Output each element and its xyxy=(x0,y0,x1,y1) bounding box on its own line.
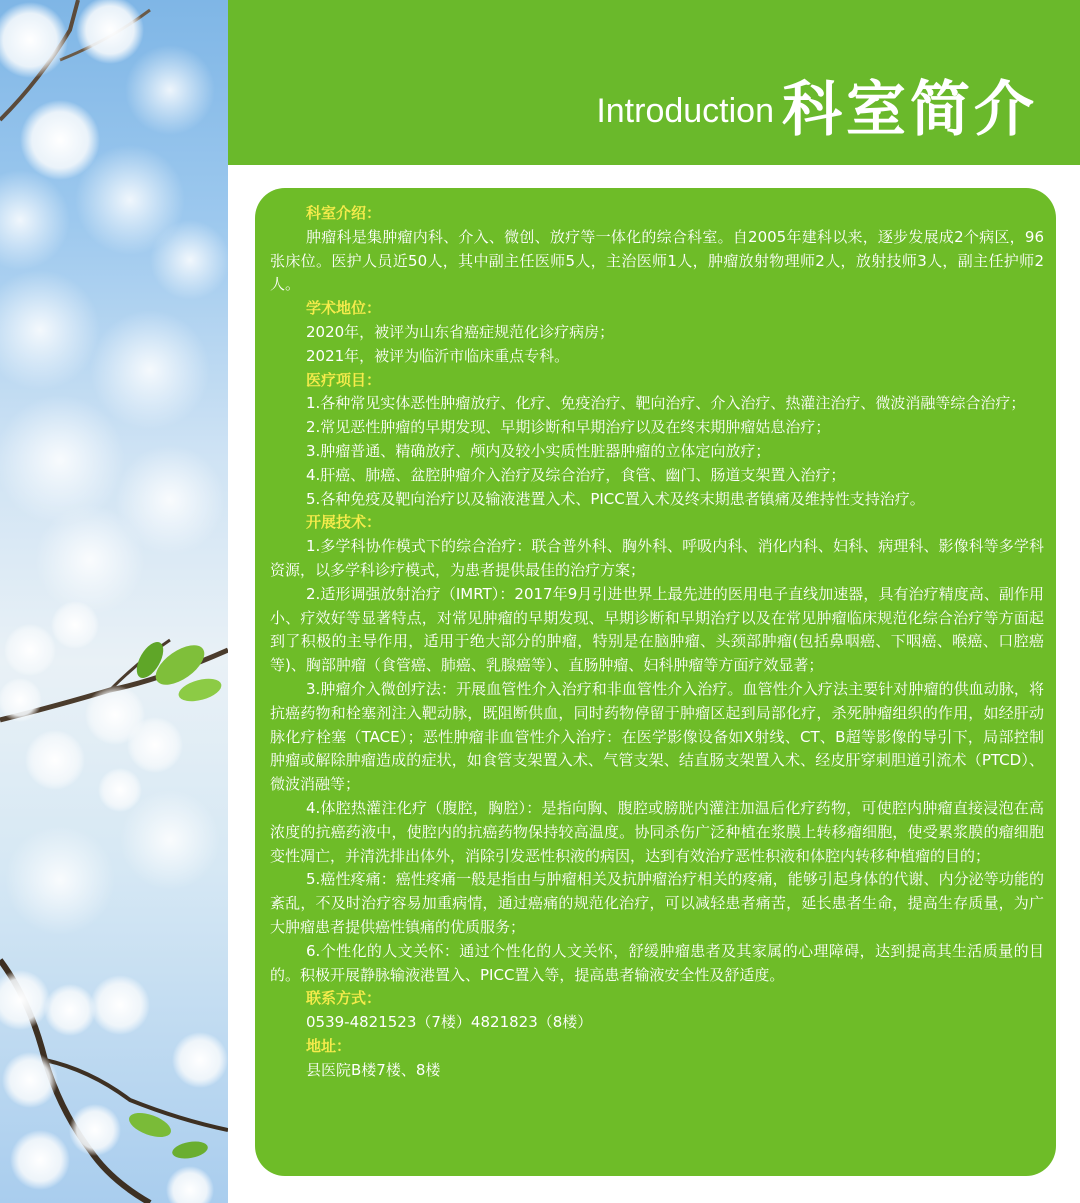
content-body xyxy=(270,202,1044,1082)
blossom-photo xyxy=(0,0,228,1203)
tech-item: 4.体腔热灌注化疗（腹腔，胸腔）：是指向胸、腹腔或膀胱内灌注加温后化疗药物，可使腔内肿瘤直接浸泡在高浓度的抗癌药液中，使腔内的抗癌药物保持较高温度。协同杀伤广泛种植在浆膜上转移瘤细胞，使受累浆膜的瘤细胞变性凋亡，并清洗排出体外，消除引发恶性积液的病因，达到有效治疗恶性积液和体腔内转移种植瘤的目的； xyxy=(270,798,1044,865)
tech-item: 2.适形调强放射治疗（IMRT）：2017年9月引进世界上最先进的医用电子直线加速器，具有治疗精度高、副作用小、疗效好等显著特点，对常见肿瘤的早期发现、早期诊断和早期治疗以及在常见肿瘤临床规范化综合治疗等方面起到了积极的主导作用，适用于绝大部分的肿瘤，特别是在脑肿瘤、头颈部肿瘤(包括鼻咽癌、下咽癌、喉癌、口腔癌等)、胸部肿瘤（食管癌、肺癌、乳腺癌等）、直肠肿瘤、妇科肿瘤等方面疗效显著； xyxy=(270,584,1044,675)
service-item: 4.肝癌、肺癌、盆腔肿瘤介入治疗及综合治疗，食管、幽门、肠道支架置入治疗； xyxy=(306,465,846,484)
service-item: 3.肿瘤普通、精确放疗、颅内及较小实质性脏器肿瘤的立体定向放疗； xyxy=(306,441,771,460)
service-item: 5.各种免疫及靶向治疗以及输液港置入术、PICC置入术及终末期患者镇痛及维持性支持治疗。 xyxy=(306,489,925,508)
contact-phone: 0539-4821523（7楼）4821823（8楼） xyxy=(306,1013,593,1032)
section-heading-contact: 联系方式： xyxy=(306,989,382,1008)
service-item: 2.常见恶性肿瘤的早期发现、早期诊断和早期治疗以及在终末期肿瘤姑息治疗； xyxy=(306,418,831,437)
tech-item: 5.癌性疼痛：癌性疼痛一般是指由与肿瘤相关及抗肿瘤治疗相关的疼痛，能够引起身体的代谢、内分泌等功能的紊乱，不及时治疗容易加重病情，通过癌痛的规范化治疗，可以减轻患者痛苦，延长患者生命，提高生存质量，为广大肿瘤患者提供癌性镇痛的优质服务； xyxy=(270,870,1044,936)
status-item: 2020年，被评为山东省癌症规范化诊疗病房； xyxy=(306,322,615,341)
address-text: 县医院B楼7楼、8楼 xyxy=(306,1060,441,1079)
section-heading-address: 地址： xyxy=(306,1036,352,1055)
blossom-illustration xyxy=(0,0,228,1203)
intro-text: 肿瘤科是集肿瘤内科、介入、微创、放疗等一体化的综合科室。自2005年建科以来，逐步发展成2个病区，96张床位。医护人员近50人，其中副主任医师5人，主治医师1人，肿瘤放射物理师2人，放射技师3人，副主任护师2人。 xyxy=(270,227,1044,294)
service-item: 1.各种常见实体恶性肿瘤放疗、化疗、免疫治疗、靶向治疗、介入治疗、热灌注治疗、微波消融等综合治疗； xyxy=(306,394,1026,413)
header-band xyxy=(228,0,1080,165)
status-item: 2021年，被评为临沂市临床重点专科。 xyxy=(306,346,570,365)
section-heading-status: 学术地位： xyxy=(306,299,382,318)
tech-item: 1.多学科协作模式下的综合治疗：联合普外科、胸外科、呼吸内科、消化内科、妇科、病理科、影像科等多学科资源，以多学科诊疗模式，为患者提供最佳的治疗方案； xyxy=(270,537,1044,579)
section-heading-tech: 开展技术： xyxy=(306,513,382,532)
tech-item: 6.个性化的人文关怀：通过个性化的人文关怀，舒缓肿瘤患者及其家属的心理障碍，达到提高其生活质量的目的。积极开展静脉输液港置入、PICC置入等，提高患者输液安全性及舒适度。 xyxy=(270,941,1044,984)
tech-item: 3.肿瘤介入微创疗法：开展血管性介入治疗和非血管性介入治疗。血管性介入疗法主要针对肿瘤的供血动脉，将抗癌药物和栓塞剂注入靶动脉，既阻断供血，同时药物停留于肿瘤区起到局部化疗，杀死肿瘤组织的作用，如经肝动脉化疗栓塞（TACE）；恶性肿瘤非血管性介入治疗：在医学影像设备如X射线、CT、B超等影像的导引下，局部控制肿瘤或解除肿瘤造成的症状，如食管支架置入术、气管支架、结直肠支架置入术、经皮肝穿刺胆道引流术（PTCD）、微波消融等； xyxy=(270,679,1044,794)
title-english: Introduction xyxy=(596,92,774,130)
title-chinese: 科室简介 xyxy=(782,75,1038,145)
section-heading-services: 医疗项目： xyxy=(306,370,382,389)
section-heading-intro: 科室介绍： xyxy=(306,204,382,222)
